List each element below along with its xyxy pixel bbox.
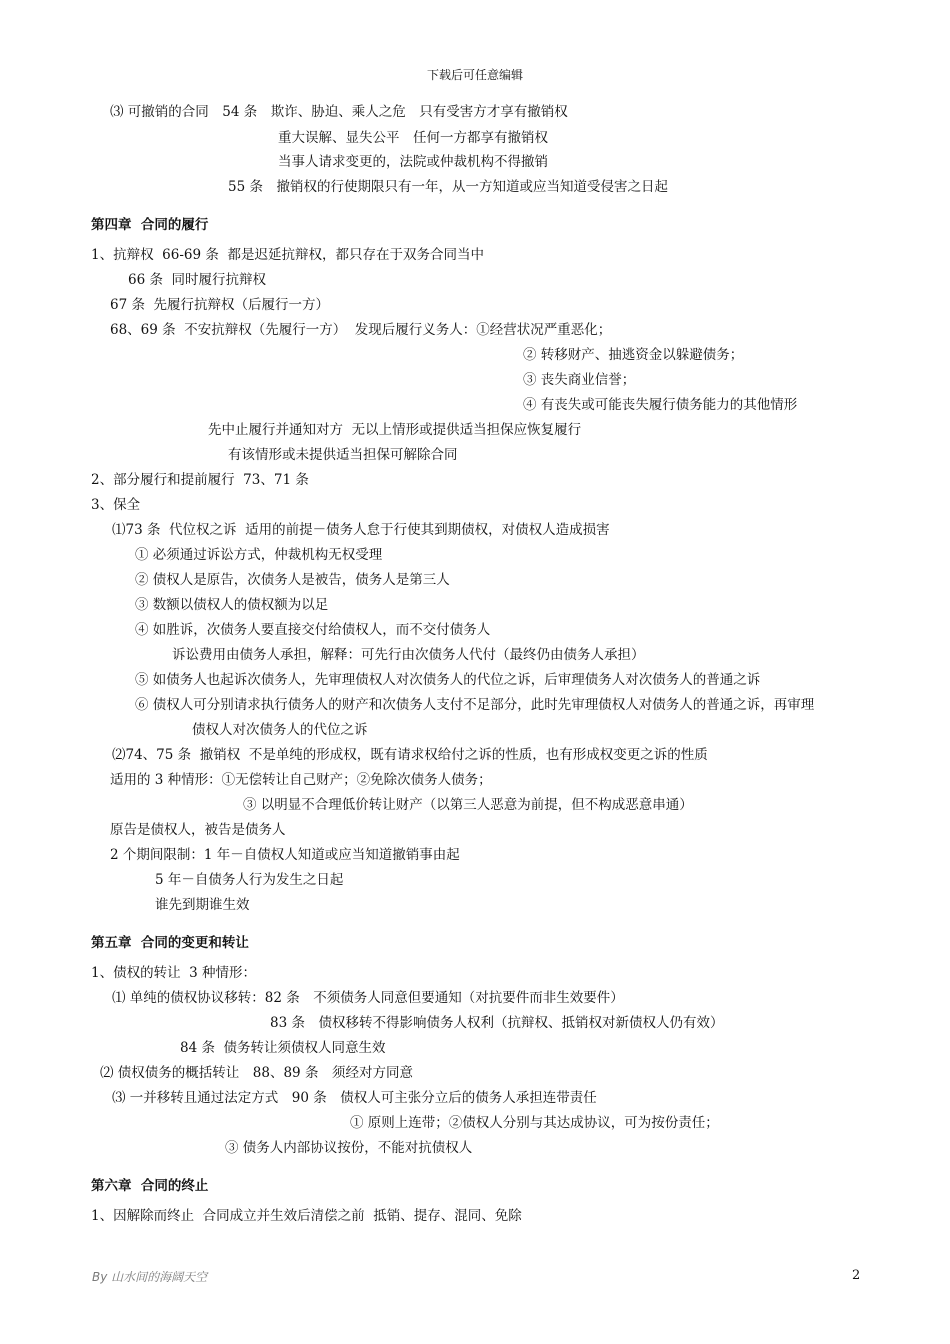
- text-line: ② 债权人是原告，次债务人是被告，债务人是第三人: [135, 572, 450, 588]
- text-line: 适用的 3 种情形：①无偿转让自己财产；②免除次债务人债务；: [110, 772, 492, 788]
- text-line: ④ 有丧失或可能丧失履行债务能力的其他情形: [523, 397, 798, 413]
- text-line: 先中止履行并通知对方 无以上情形或提供适当担保应恢复履行: [208, 422, 582, 438]
- text-line: 67 条 先履行抗辩权（后履行一方）: [110, 297, 330, 313]
- text-line: ⑥ 债权人可分别请求执行债务人的财产和次债务人支付不足部分，此时先审理债权人对债务人的普通之诉，再审理: [135, 697, 815, 713]
- text-line: ⑶ 一并移转且通过法定方式 90 条 债权人可主张分立后的债务人承担连带责任: [112, 1090, 597, 1106]
- text-line: ③ 以明显不合理低价转让财产（以第三人恶意为前提，但不构成恶意串通）: [243, 797, 693, 813]
- text-line: 谁先到期谁生效: [155, 897, 250, 913]
- text-line: 84 条 债务转让须债权人同意生效: [180, 1040, 386, 1056]
- text-line: 3、保全: [91, 497, 141, 513]
- text-line: ④ 如胜诉，次债务人要直接交付给债权人，而不交付债务人: [135, 622, 491, 638]
- chapter-heading: 第四章 合同的履行: [91, 217, 209, 233]
- text-line: ② 转移财产、抽逃资金以躲避债务；: [523, 347, 744, 363]
- text-line: 5 年－自债务人行为发生之日起: [155, 872, 344, 888]
- text-line: 2、部分履行和提前履行 73、71 条: [91, 472, 309, 488]
- text-line: 1、抗辩权 66-69 条 都是迟延抗辩权，都只存在于双务合同当中: [91, 247, 484, 263]
- text-line: ⑶ 可撤销的合同 54 条 欺诈、胁迫、乘人之危 只有受害方才享有撤销权: [110, 104, 568, 120]
- text-line: ⑵ 债权债务的概括转让 88、89 条 须经对方同意: [100, 1065, 413, 1081]
- text-line: ① 原则上连带；②债权人分别与其达成协议，可为按份责任；: [350, 1115, 719, 1131]
- text-line: 68、69 条 不安抗辩权（先履行一方） 发现后履行义务人：①经营状况严重恶化；: [110, 322, 612, 338]
- text-line: 1、债权的转让 3 种情形：: [91, 965, 257, 981]
- text-line: ③ 债务人内部协议按份，不能对抗债权人: [225, 1140, 473, 1156]
- chapter-heading: 第六章 合同的终止: [91, 1178, 209, 1194]
- text-line: 66 条 同时履行抗辩权: [128, 272, 267, 288]
- text-line: 1、因解除而终止 合同成立并生效后清偿之前 抵销、提存、混同、免除: [91, 1208, 522, 1224]
- text-line: ⑴ 单纯的债权协议移转：82 条 不须债务人同意但要通知（对抗要件而非生效要件）: [112, 990, 624, 1006]
- text-line: 诉讼费用由债务人承担，解释：可先行由次债务人代付（最终仍由债务人承担）: [172, 647, 645, 663]
- text-line: 原告是债权人，被告是债务人: [110, 822, 286, 838]
- chapter-heading: 第五章 合同的变更和转让: [91, 935, 249, 951]
- text-line: 2 个期间限制：1 年－自债权人知道或应当知道撤销事由起: [110, 847, 460, 863]
- text-line: 当事人请求变更的，法院或仲裁机构不得撤销: [278, 154, 548, 170]
- text-line: 有该情形或未提供适当担保可解除合同: [228, 447, 458, 463]
- text-line: ① 必须通过诉讼方式，仲裁机构无权受理: [135, 547, 383, 563]
- text-line: 55 条 撤销权的行使期限只有一年，从一方知道或应当知道受侵害之日起: [228, 179, 668, 195]
- text-line: ⑵74、75 条 撤销权 不是单纯的形成权，既有请求权给付之诉的性质，也有形成权变更之诉的性质: [112, 747, 708, 763]
- text-line: ⑴73 条 代位权之诉 适用的前提－债务人怠于行使其到期债权，对债权人造成损害: [112, 522, 610, 538]
- text-line: 重大误解、显失公平 任何一方都享有撤销权: [278, 130, 548, 146]
- text-line: 83 条 债权移转不得影响债务人权利（抗辩权、抵销权对新债权人仍有效）: [270, 1015, 724, 1031]
- footer-author: By 山水间的海阔天空: [92, 1270, 208, 1284]
- text-line: 债权人对次债务人的代位之诉: [192, 722, 368, 738]
- page-number: 2: [852, 1268, 861, 1283]
- page-header: 下载后可任意编辑: [426, 68, 523, 82]
- text-line: ③ 数额以债权人的债权额为以足: [135, 597, 329, 613]
- text-line: ③ 丧失商业信誉；: [523, 372, 636, 388]
- text-line: ⑤ 如债务人也起诉次债务人，先审理债权人对次债务人的代位之诉，后审理债务人对次债务人的普通之诉: [135, 672, 761, 688]
